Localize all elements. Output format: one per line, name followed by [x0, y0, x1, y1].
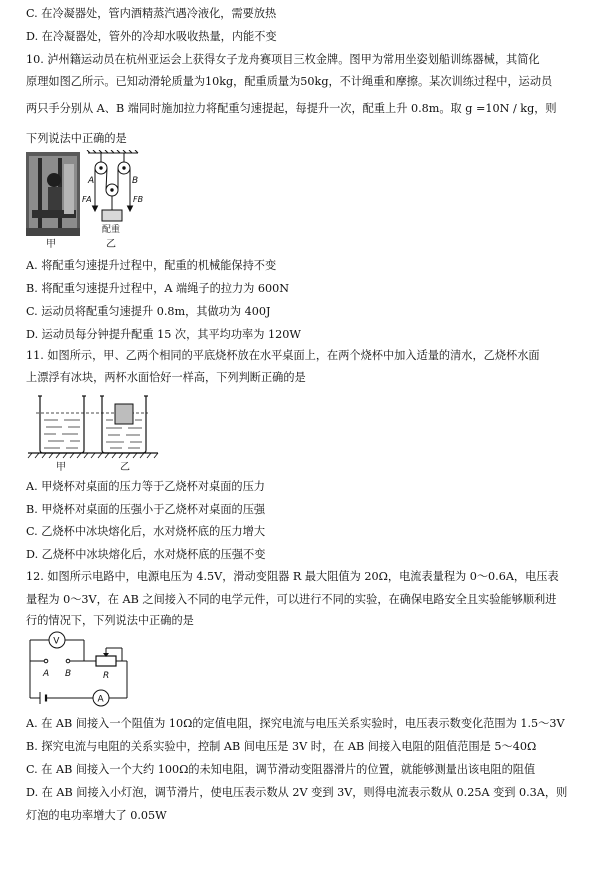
- fig-label-fb: FB: [133, 195, 144, 204]
- q11-option-b: B. 甲烧杯对桌面的压强小于乙烧杯对桌面的压强: [26, 503, 266, 516]
- q10-stem-line4: 下列说法中正确的是: [26, 132, 127, 145]
- q12-stem-line3: 行的情况下，下列说法中正确的是: [26, 614, 194, 627]
- q11-option-d: D. 乙烧杯中冰块熔化后，水对烧杯底的压强不变: [26, 548, 266, 561]
- ice-cube: [115, 404, 133, 424]
- table-hatching: [28, 453, 158, 458]
- q10-option-b: B. 将配重匀速提升过程中，A 端绳子的拉力为 600N: [26, 282, 290, 295]
- pulley-diagram: [87, 150, 138, 211]
- q9-option-c: C. 在冷凝器处，管内酒精蒸汽遇冷液化，需要放热: [26, 7, 277, 20]
- fig-label-a: A: [88, 176, 95, 186]
- water-jia: [44, 420, 80, 448]
- label-b: B: [65, 669, 72, 679]
- q10-figure: [26, 150, 156, 250]
- fig-label-jia: 甲: [56, 462, 66, 473]
- q12-option-c: C. 在 AB 间接入一个大约 100Ω的未知电阻，调节滑动变阻器滑片的位置，就能够测量出该电阻的阻值: [26, 763, 536, 776]
- rowing-machine-photo: [26, 152, 80, 236]
- q11-stem-line2: 上漂浮有冰块，两杯水面恰好一样高，下列判断正确的是: [26, 371, 306, 384]
- q10-option-c: C. 运动员将配重匀速提升 0.8m，其做功为 400J: [26, 305, 271, 318]
- q10-stem-line1: 10. 泸州籍运动员在杭州亚运会上获得女子龙舟赛项目三枚金牌。图甲为常用坐姿划船训练器械，其简化: [26, 53, 540, 66]
- q12-stem-line1: 12. 如图所示电路中，电源电压为 4.5V，滑动变阻器 R 最大阻值为 20Ω，电流表量程为 0～0.6A，电压表: [26, 570, 559, 583]
- fig-label-yi: 乙: [106, 239, 116, 250]
- terminal-b: [66, 659, 70, 663]
- fig-label-weight: 配重: [102, 225, 121, 235]
- voltmeter-label: V: [53, 636, 60, 647]
- ammeter-label: A: [97, 694, 104, 705]
- label-r: R: [103, 671, 110, 681]
- q12-stem-line2: 量程为 0～3V，在 AB 之间接入不同的电学元件，可以进行不同的实验，在确保电路安全且实验能够顺利进: [26, 593, 557, 606]
- counterweight-block: [102, 210, 122, 221]
- q12-option-d-line2: 灯泡的电功率增大了 0.05W: [26, 809, 167, 822]
- q11-stem-line1: 11. 如图所示，甲、乙两个相同的平底烧杯放在水平桌面上，在两个烧杯中加入适量的清水，乙烧杯水面: [26, 349, 540, 362]
- q11-option-c: C. 乙烧杯中冰块熔化后，水对烧杯底的压力增大: [26, 525, 266, 538]
- q11-figure: [26, 392, 161, 474]
- fig-label-b: B: [132, 176, 139, 186]
- q12-option-b: B. 探究电流与电阻的关系实验中，控制 AB 间电压是 3V 时，在 AB 间接入电阻的阻值范围是 5～40Ω: [26, 740, 537, 753]
- q11-option-a: A. 甲烧杯对桌面的压力等于乙烧杯对桌面的压力: [26, 480, 265, 493]
- q12-option-a: A. 在 AB 间接入一个阻值为 10Ω的定值电阻，探究电流与电压关系实验时，电压表示数变化范围为 1.5～3V: [26, 717, 565, 730]
- label-a: A: [43, 669, 50, 679]
- beaker-jia: [38, 396, 86, 453]
- q10-option-a: A. 将配重匀速提升过程中，配重的机械能保持不变: [26, 259, 277, 272]
- q10-option-d: D. 运动员每分钟提升配重 15 次，其平均功率为 120W: [26, 328, 301, 341]
- q12-option-d-line1: D. 在 AB 间接入小灯泡，调节滑片，使电压表示数从 2V 变到 3V，则得电流表示数从 0.25A 变到 0.3A，则: [26, 786, 568, 799]
- q12-circuit-diagram: [26, 630, 136, 710]
- battery-icon: [40, 692, 46, 704]
- fig-label-jia: 甲: [46, 239, 56, 250]
- terminal-a: [44, 659, 48, 663]
- q9-option-d: D. 在冷凝器处，管外的冷却水吸收热量，内能不变: [26, 30, 277, 43]
- fig-label-fa: FA: [82, 195, 92, 204]
- fig-label-yi: 乙: [120, 462, 130, 473]
- q10-stem-line2: 原理如图乙所示。已知动滑轮质量为10kg，配重质量为50kg，不计绳重和摩擦。某次训练过程中，运动员: [26, 75, 553, 88]
- q10-stem-line3: 两只手分别从 A、B 端同时施加拉力将配重匀速提起，每提升一次，配重上升 0.8m。取 g =10N / kg，则: [26, 102, 557, 115]
